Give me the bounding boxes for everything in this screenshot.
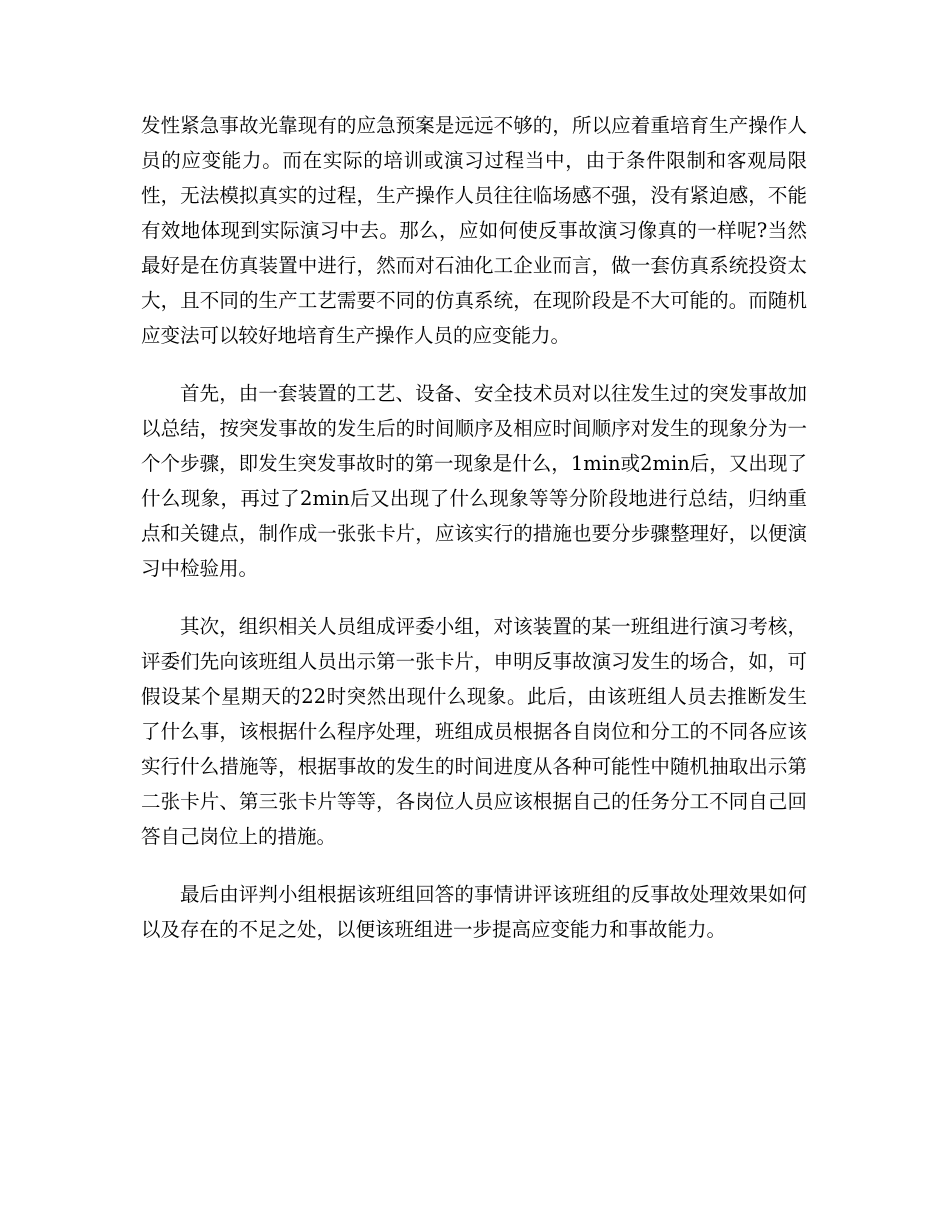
paragraph-2: 首先，由一套装置的工艺、设备、安全技术员对以往发生过的突发事故加以总结，按突发事故的发生后的时间顺序及相应时间顺序对发生的现象分为一个个步骤，即发生突发事故时的第一现象是什么，1min或2min后，又出现了什么现象，再过了2min后又出现了什么现象等等分阶段地进行总结，归纳重点和关键点，制作成一张张卡片，应该实行的措施也要分步骤整理好，以便演习中检验用。 [141, 382, 807, 580]
paragraph-1: 发性紧急事故光靠现有的应急预案是远远不够的，所以应着重培育生产操作人员的应变能力。而在实际的培训或演习过程当中，由于条件限制和客观局限性，无法模拟真实的过程，生产操作人员往往临场感不强，没有紧迫感，不能有效地体现到实际演习中去。那么，应如何使反事故演习像真的一样呢?当然最好是在仿真装置中进行，然而对石油化工企业而言，做一套仿真系统投资太大，且不同的生产工艺需要不同的仿真系统，在现阶段是不大可能的。而随机应变法可以较好地培育生产操作人员的应变能力。 [141, 114, 807, 347]
paragraph-3: 其次，组织相关人员组成评委小组，对该装置的某一班组进行演习考核，评委们先向该班组人员出示第一张卡片，申明反事故演习发生的场合，如，可假设某个星期天的22时突然出现什么现象。此后，由该班组人员去推断发生了什么事，该根据什么程序处理，班组成员根据各自岗位和分工的不同各应该实行什么措施等，根据事故的发生的时间进度从各种可能性中随机抽取出示第二张卡片、第三张卡片等等，各岗位人员应该根据自己的任务分工不同自己回答自己岗位上的措施。 [141, 615, 807, 848]
document-body [141, 108, 807, 970]
paragraph-4: 最后由评判小组根据该班组回答的事情讲评该班组的反事故处理效果如何以及存在的不足之处，以便该班组进一步提高应变能力和事故能力。 [141, 883, 807, 941]
